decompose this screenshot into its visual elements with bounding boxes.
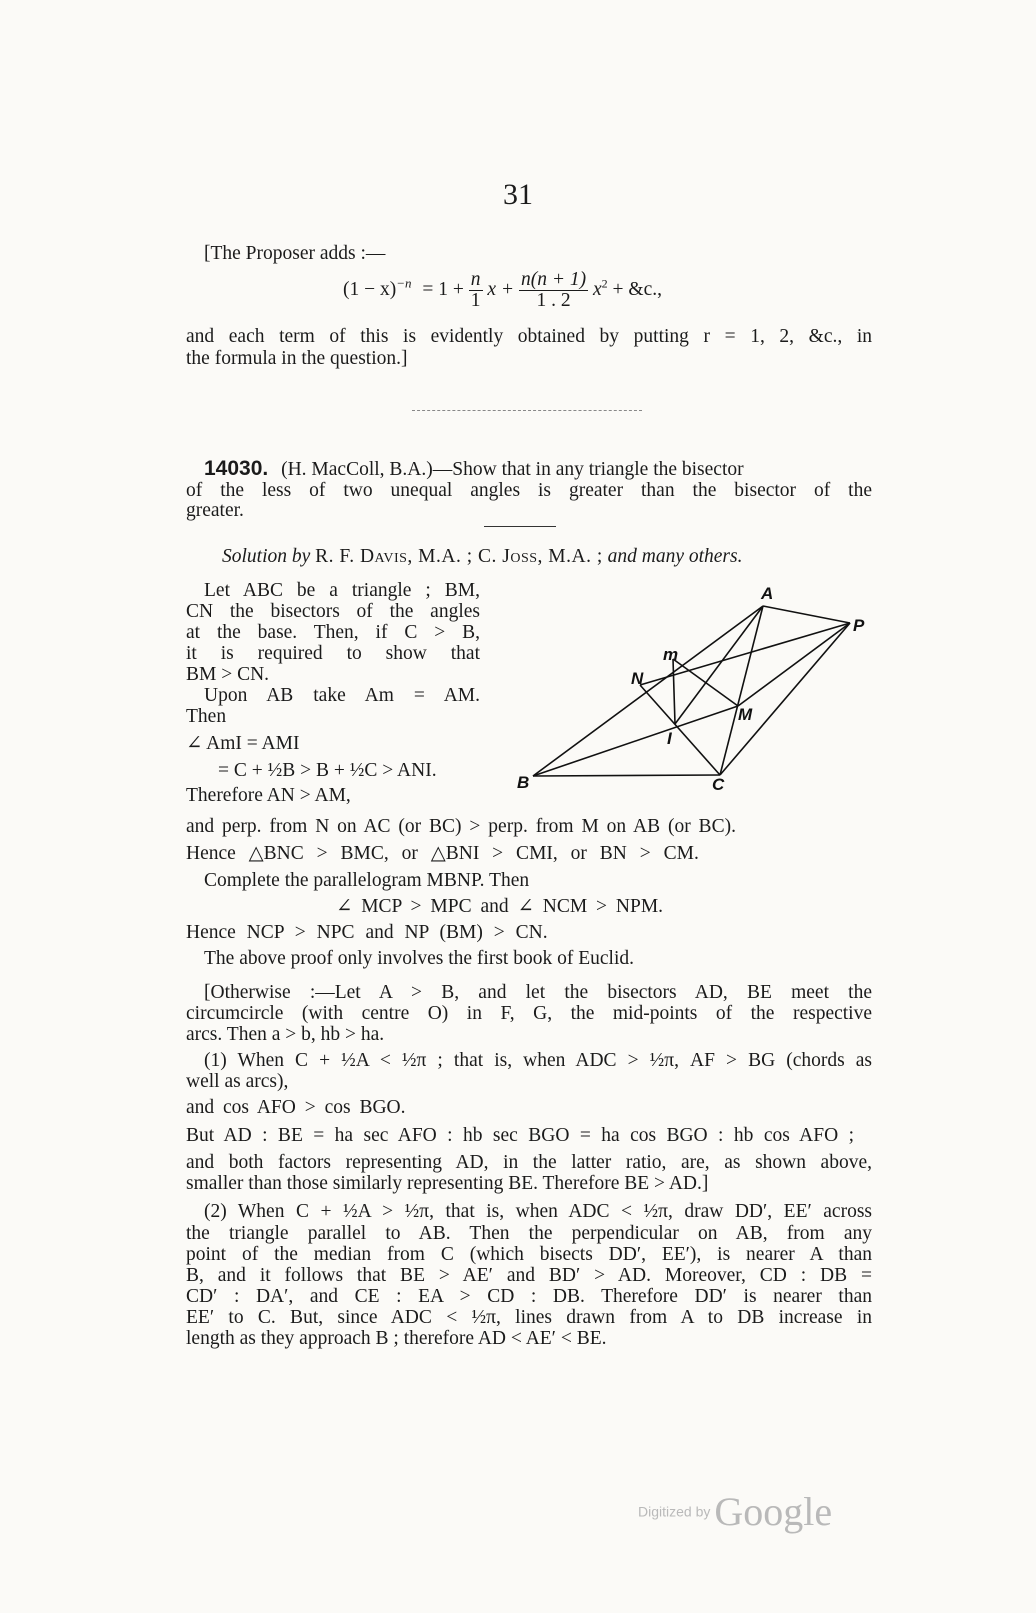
solution-heading (222, 546, 872, 568)
label-A: A (761, 584, 774, 603)
otherwise-line-4: (1) When C + ½A < ½π ; that is, when ADC > ½π, AF > BG (chords as (204, 1050, 872, 1071)
solution-line-3: Complete the parallelogram MBNP. Then (204, 870, 530, 891)
left-line-1: Let ABC be a triangle ; BM, (204, 580, 480, 601)
label-I: I (667, 729, 672, 748)
side-BC (533, 775, 720, 776)
side-BA (533, 606, 763, 776)
left-line-6: Upon AB take Am = AM. (204, 685, 480, 706)
question-line-1 (204, 458, 872, 481)
proposer-line-2: the formula in the question.] (186, 348, 408, 369)
line-mI (673, 659, 675, 724)
otherwise-line-2: circumcircle (with centre O) in F, G, the mid-points of the respective (186, 1003, 872, 1024)
otherwise-line-10: (2) When C + ½A > ½π, that is, when ADC < ½π, draw DD′, EE′ across (204, 1201, 872, 1222)
solution-heading-suffix: and many others. (607, 546, 743, 567)
label-B: B (517, 773, 530, 792)
section-divider (412, 410, 642, 411)
google-logo: Google (714, 1489, 833, 1534)
solution-left-column (186, 580, 480, 806)
otherwise-line-7: But AD : BE = ha sec AFO : hb sec BGO = ha cos BGO : hb cos AFO ; (186, 1125, 854, 1146)
otherwise-line-11: the triangle parallel to AB. Then the perpendicular on AB, from any (186, 1223, 872, 1244)
proposer-line-1: and each term of this is evidently obtained by putting r = 1, 2, &c., in (186, 326, 872, 347)
left-line-9: = C + ½B > B + ½C > ANI. (218, 760, 437, 781)
otherwise-line-15: EE′ to C. But, since ADC < ½π, lines drawn from A to DB increase in (186, 1307, 872, 1328)
question-author: (H. MacColl, B.A.) (281, 459, 433, 480)
otherwise-line-8: and both factors representing AD, in the latter ratio, are, as shown above, (186, 1152, 872, 1173)
solution-line-6: The above proof only involves the first book of Euclid. (204, 948, 634, 969)
bisector-CN (640, 685, 720, 775)
otherwise-line-16: length as they approach B ; therefore AD < AE′ < BE. (186, 1328, 607, 1349)
question-number: 14030. (204, 457, 269, 480)
question-rule (484, 526, 556, 527)
formula-x2: x (593, 278, 602, 300)
frac2-numerator: n(n + 1) (520, 269, 587, 290)
left-line-5: BM > CN. (186, 664, 270, 685)
label-N: N (631, 669, 644, 688)
formula-lhs: (1 − x) (343, 278, 397, 300)
otherwise-line-6: and cos AFO > cos BGO. (186, 1097, 406, 1118)
label-m: m (663, 645, 679, 664)
question-line-3: greater. (186, 500, 244, 521)
left-line-3: at the base. Then, if C > B, (186, 622, 480, 643)
solution-line-4: ∠ MCP > MPC and ∠ NCM > NPM. (336, 896, 664, 917)
frac1-numerator: n (470, 269, 481, 290)
label-C: C (712, 775, 725, 794)
formula-eq: = 1 + (422, 278, 464, 300)
left-line-2: CN the bisectors of the angles (186, 601, 480, 622)
formula-x2-exp: 2 (601, 276, 608, 291)
otherwise-line-5: well as arcs), (186, 1071, 289, 1092)
question-line-2: of the less of two unequal angles is greater than the bisector of the (186, 480, 872, 501)
otherwise-line-3: arcs. Then a > b, hb > ha. (186, 1024, 385, 1045)
proposer-intro: [The Proposer adds :— (204, 243, 386, 264)
left-line-8: ∠ AmI = AMI (186, 733, 300, 754)
solution-line-5: Hence NCP > NPC and NP (BM) > CN. (186, 922, 548, 943)
frac2-denominator: 1 . 2 (536, 290, 571, 311)
solution-line-2: Hence △BNC > BMC, or △BNI > CMI, or BN > CM. (186, 843, 699, 864)
frac1-denominator: 1 (470, 290, 481, 311)
solution-heading-prefix: Solution by (222, 546, 311, 567)
digitized-by-google (638, 1488, 832, 1535)
formula-x1: x + (487, 278, 515, 300)
left-line-10: Therefore AN > AM, (186, 785, 351, 806)
formula-frac2 (519, 270, 588, 311)
formula-frac1 (469, 270, 483, 311)
label-P: P (853, 616, 865, 635)
otherwise-line-13: B, and it follows that BE > AE′ and BD′ > AD. Moreover, CD : DB = (186, 1265, 872, 1286)
line-AP (763, 606, 850, 623)
bisector-BM (533, 706, 738, 776)
page-number: 31 (503, 178, 533, 211)
formula-lhs-exp: −n (396, 275, 412, 291)
formula-tail: + &c., (612, 278, 662, 300)
left-line-4: it is required to show that (186, 643, 480, 664)
solution-line-1: and perp. from N on AC (or BC) > perp. from M on AB (or BC). (186, 816, 736, 837)
solution-heading-names: R. F. Davis, M.A. ; C. Joss, M.A. ; (315, 546, 603, 567)
digitized-text: Digitized by (638, 1503, 711, 1520)
otherwise-line-12: point of the median from C (which bisects DD′, EE′), is nearer A than (186, 1244, 872, 1265)
triangle-diagram (505, 578, 875, 798)
left-line-7: Then (186, 706, 227, 727)
otherwise-line-14: CD′ : DA′, and CE : EA > CD : DB. Therefore DD′ is nearer than (186, 1286, 872, 1307)
otherwise-line-9: smaller than those similarly representing BE. Therefore BE > AD.] (186, 1173, 709, 1194)
question-text-1: —Show that in any triangle the bisector (432, 459, 744, 480)
otherwise-line-1: [Otherwise :—Let A > B, and let the bisectors AD, BE meet the (204, 982, 872, 1003)
proposer-formula (343, 270, 662, 311)
label-M: M (738, 705, 753, 724)
